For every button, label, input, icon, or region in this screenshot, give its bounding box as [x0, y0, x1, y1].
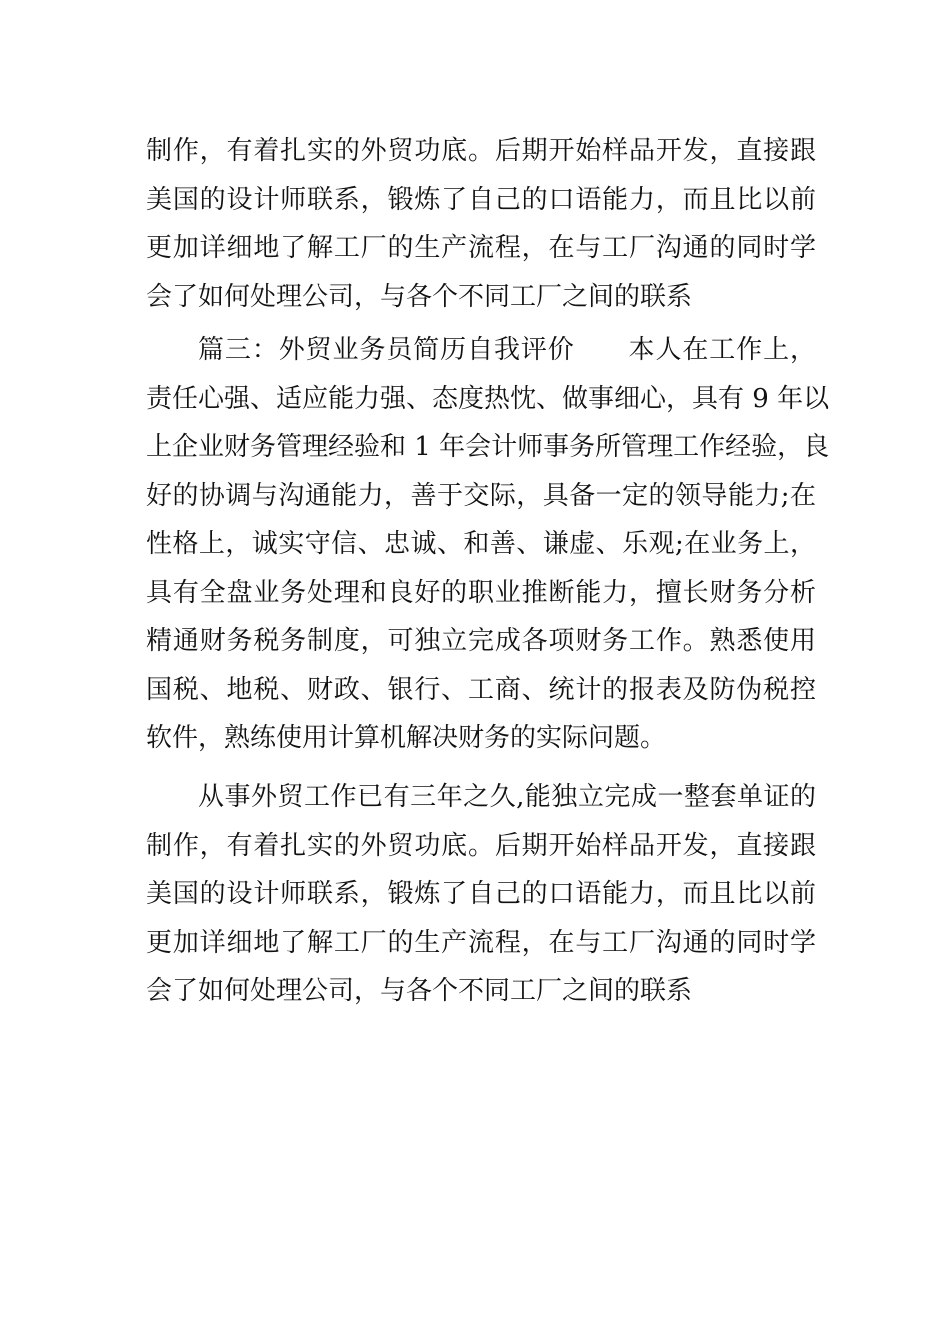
text-line: 美国的设计师联系，锻炼了自己的口语能力，而且比以前 [146, 184, 816, 215]
text-line: 制作，有着扎实的外贸功底。后期开始样品开发，直接跟 [146, 136, 816, 166]
text-line: 性格上，诚实守信、忠诚、和善、谦虚、乐观;在业务上， [146, 529, 816, 559]
text-line: 软件，熟练使用计算机解决财务的实际问题。 [146, 723, 667, 753]
text-line: 制作，有着扎实的外贸功底。后期开始样品开发，直接跟 [146, 830, 816, 861]
text-line: 美国的设计师联系，锻炼了自己的口语能力，而且比以前 [146, 879, 816, 909]
text-line: 责任心强、适应能力强、态度热忱、做事细心，具有 9 年以 [146, 383, 830, 414]
text-line: 篇三：外贸业务员简历自我评价 本人在工作上， [198, 335, 816, 365]
text-line: 更加详细地了解工厂的生产流程，在与工厂沟通的同时学 [146, 233, 816, 263]
text-line: 好的协调与沟通能力，善于交际，具备一定的领导能力;在 [146, 480, 816, 511]
text-line: 精通财务税务制度，可独立完成各项财务工作。熟悉使用 [146, 626, 816, 656]
text-line: 上企业财务管理经验和 1 年会计师事务所管理工作经验，良 [146, 432, 830, 462]
text-line: 会了如何处理公司，与各个不同工厂之间的联系 [146, 976, 693, 1006]
text-line: 会了如何处理公司，与各个不同工厂之间的联系 [146, 281, 693, 312]
text-line: 更加详细地了解工厂的生产流程，在与工厂沟通的同时学 [146, 927, 816, 958]
paragraph-continuation [146, 127, 816, 321]
text-line: 从事外贸工作已有三年之久,能独立完成一整套单证的 [198, 782, 816, 812]
paragraph-self-evaluation [146, 326, 830, 763]
text-line: 具有全盘业务处理和良好的职业推断能力，擅长财务分析 [146, 577, 816, 608]
paragraph-trade-experience [146, 773, 816, 1016]
text-line: 国税、地税、财政、银行、工商、统计的报表及防伪税控 [146, 674, 816, 705]
